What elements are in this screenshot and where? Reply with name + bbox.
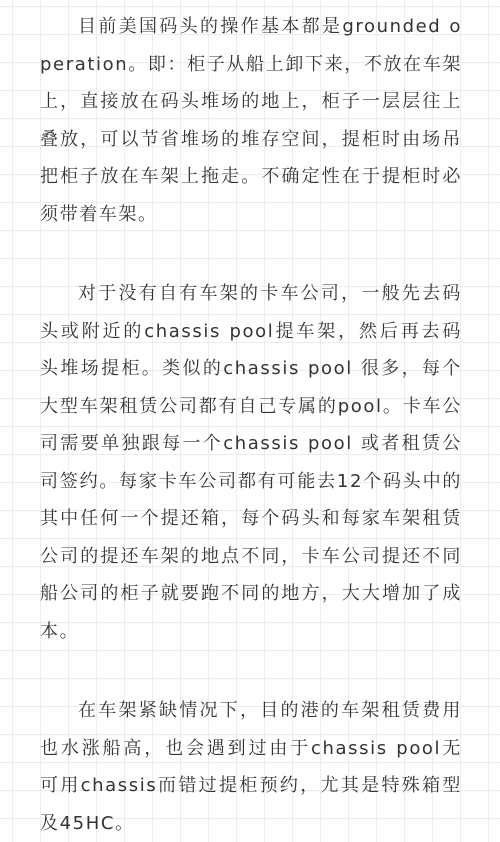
paragraph-chassis-pool: 对于没有自有车架的卡车公司，一般先去码头或附近的chassis pool提车架，然后再去码头堆场提柜。类似的chassis pool 很多，每个大型车架租赁公司都有自己专属的pool。卡车公司需要单独跟每一个chassis pool 或者租赁公司签约。每家卡车公司都有可能去12个码头中的其中任何一个提还箱，每个码头和每家车架租赁公司的提还车架的地点不同，卡车公司提还不同船公司的柜子就要跑不同的地方，大大增加了成本。 (40, 283, 462, 642)
paragraph-grounded-operation: 目前美国码头的操作基本都是grounded operation。即：柜子从船上卸下来，不放在车架上，直接放在码头堆场的地上，柜子一层层往上叠放，可以节省堆场的堆存空间，提柜时由场吊把柜子放在车架上拖走。不确定性在于提柜时必须带着车架。 (40, 16, 462, 225)
paragraph-chassis-shortage: 在车架紧缺情况下，目的港的车架租赁费用也水涨船高，也会遇到过由于chassis pool无可用chassis而错过提柜预约，尤其是特殊箱型及45HC。 (40, 700, 462, 834)
article-body (40, 8, 462, 842)
